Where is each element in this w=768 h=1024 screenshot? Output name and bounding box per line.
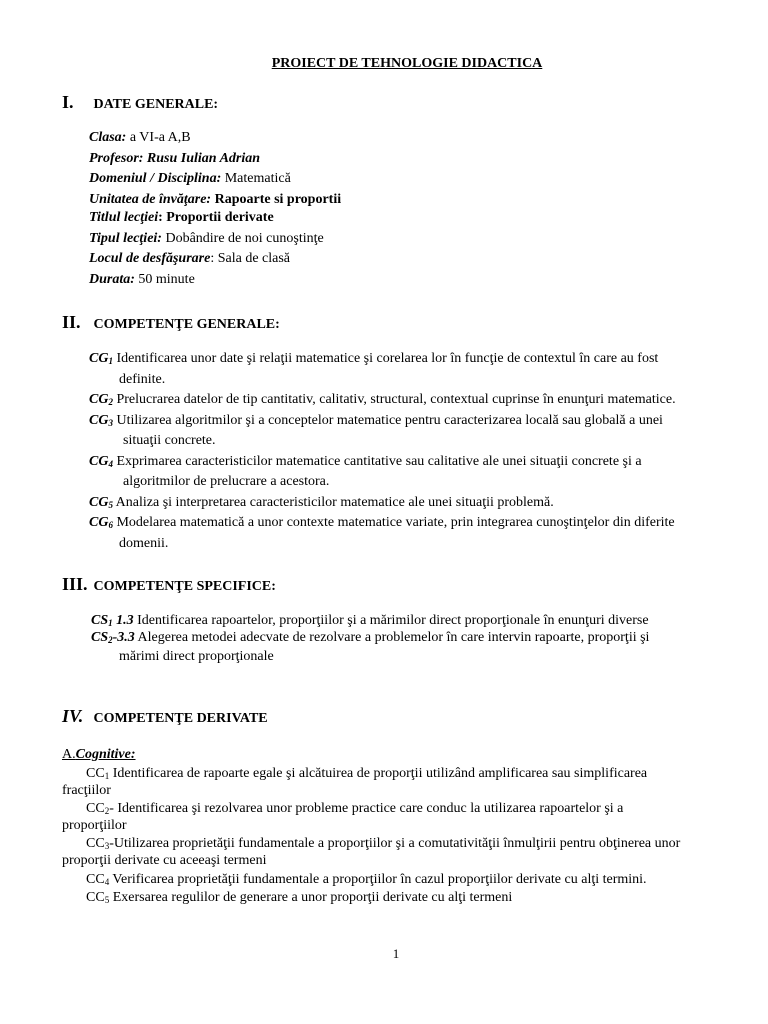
cc-item-5: [86, 888, 512, 910]
field-durata-label: Durata:: [89, 272, 135, 287]
page-number: 1: [392, 946, 400, 961]
cc-4-label: $CC_4$: [86, 872, 110, 887]
field-domeniu: [89, 169, 291, 189]
cc-4-text: Verificarea proprietăţii fundamentale a proporţiilor în cazul proporţiilor derivate cu alţi termini.: [109, 872, 647, 887]
field-domeniu-label: Domeniul / Disciplina:: [89, 171, 222, 186]
cg-4-label: $CG_4$: [89, 454, 113, 469]
cc-2-text: - Identificarea şi rezolvarea unor probleme practice care conduc la utilizarea rapoartelor şi a: [109, 801, 624, 816]
section-4-number: IV.: [62, 706, 84, 726]
field-clasa: [89, 128, 191, 148]
cg-1-text: Identificarea unor date şi relaţii matematice şi corelarea lor în funcţie de contextul în care au fost: [112, 351, 659, 366]
section-1-heading: [62, 92, 218, 113]
cg-1-label: $CG_1$: [89, 351, 113, 366]
cc-3-continuation: proporţii derivate cu aceeaşi termeni: [62, 853, 267, 868]
cg-3-continuation: situaţii concrete.: [123, 433, 216, 448]
cg-item-2: [89, 390, 676, 412]
field-domeniu-value: Matematică: [221, 171, 291, 186]
section-3-title: COMPETENŢE SPECIFICE:: [93, 579, 276, 594]
cc-2-continuation: proporţiilor: [62, 818, 127, 833]
cc-5-text: Exersarea regulilor de generare a unor proporţii derivate cu alţi termeni: [109, 890, 513, 905]
cg-4-continuation: algoritmilor de prelucrare a acestora.: [123, 474, 330, 489]
cg-6-continuation: domenii.: [119, 536, 169, 551]
section-1-number: I.: [62, 92, 74, 112]
field-titlul-value: : Proportii derivate: [158, 210, 274, 225]
field-durata-value: 50 minute: [134, 272, 195, 287]
cg-item-4: [89, 452, 642, 474]
field-locul-value: : Sala de clasă: [210, 251, 291, 266]
cognitive-prefix: A.: [62, 747, 76, 762]
cs-2-label: $CS_2-3.3$: [91, 630, 135, 645]
cg-item-1: [89, 349, 658, 371]
field-tipul-value: Dobândire de noi cunoştinţe: [161, 231, 324, 246]
cc-3-label: $CC_3$: [86, 836, 110, 851]
cs-2-continuation: mărimi direct proporţionale: [119, 649, 274, 664]
section-2-number: II.: [62, 312, 81, 332]
cg-4-text: Exprimarea caracteristicilor matematice cantitative sau calitative ale unei situaţii concrete şi a: [112, 454, 642, 469]
cg-5-text: Analiza şi interpretarea caracteristicilor matematice ale unei situaţii problemă.: [112, 495, 554, 510]
cc-2-label: $CC_2$: [86, 801, 110, 816]
cc-5-label: $CC_5$: [86, 890, 110, 905]
cg-2-text: Prelucrarea datelor de tip cantitativ, calitativ, structural, contextual cuprinse în enunţuri matematice.: [112, 392, 676, 407]
cg-6-text: Modelarea matematică a unor contexte matematice variate, prin integrarea cunoştinţelor din diferite: [112, 515, 675, 530]
cg-6-label: $CG_6$: [89, 515, 113, 530]
cs-1-label: $CS_1$ 1.3: [91, 613, 134, 628]
cc-1-label: $CC_1$: [86, 766, 110, 781]
section-2-title: COMPETENŢE GENERALE:: [93, 317, 280, 332]
section-1-title: DATE GENERALE:: [93, 97, 219, 112]
cg-item-6: [89, 513, 675, 535]
section-2-heading: [62, 312, 280, 333]
field-unitatea-value: Rapoarte si proportii: [211, 192, 342, 207]
cc-1-continuation: fracţiilor: [62, 783, 111, 798]
cognitive-label: Cognitive:: [75, 747, 136, 762]
document-title: PROIECT DE TEHNOLOGIE DIDACTICA: [271, 56, 543, 71]
cg-3-label: $CG_3$: [89, 413, 113, 428]
cc-1-text: Identificarea de rapoarte egale şi alcătuirea de proporţii utilizând amplificarea sau simplificarea: [109, 766, 648, 781]
cg-1-continuation: definite.: [119, 372, 166, 387]
cg-2-label: $CG_2$: [89, 392, 113, 407]
section-3-number: III.: [62, 574, 88, 594]
cc-3-text: -Utilizarea proprietăţii fundamentale a proporţiilor şi a comutativităţii înmulţirii pentru obţinerea unor: [109, 836, 681, 851]
field-locul-label: Locul de desfăşurare: [89, 251, 211, 266]
section-4-title: COMPETENŢE DERIVATE: [93, 711, 268, 726]
field-tipul-label: Tipul lecţiei:: [89, 231, 162, 246]
cc-item-1: [86, 764, 647, 786]
field-durata: [89, 270, 195, 290]
field-titlul-label: Titlul lecţiei: [89, 210, 159, 225]
cc-item-2: [86, 799, 623, 821]
field-profesor-label: Profesor: Rusu Iulian Adrian: [89, 151, 261, 166]
cg-item-3: [89, 411, 663, 433]
field-titlul: [89, 208, 274, 228]
cg-3-text: Utilizarea algoritmilor şi a conceptelor matematice pentru caracterizarea locală sau globală a unei: [112, 413, 663, 428]
section-3-heading: [62, 574, 276, 595]
cs-1-text: Identificarea rapoartelor, proporţiilor şi a mărimilor direct proporţionale în enunţuri diverse: [133, 613, 649, 628]
field-locul: [89, 249, 290, 269]
field-clasa-label: Clasa:: [89, 130, 127, 145]
field-clasa-value: a VI-a A,B: [126, 130, 191, 145]
cg-item-5: [89, 493, 554, 515]
field-profesor: [89, 149, 260, 169]
cognitive-heading: [62, 745, 136, 765]
field-unitatea: [89, 190, 341, 210]
cs-2-text: Alegerea metodei adecvate de rezolvare a problemelor în care intervin rapoarte, proporţii şi: [134, 630, 650, 645]
cg-5-label: $CG_5$: [89, 495, 113, 510]
section-4-heading: [62, 706, 268, 727]
field-tipul: [89, 229, 324, 249]
field-unitatea-label: Unitatea de învăţare:: [89, 192, 212, 207]
